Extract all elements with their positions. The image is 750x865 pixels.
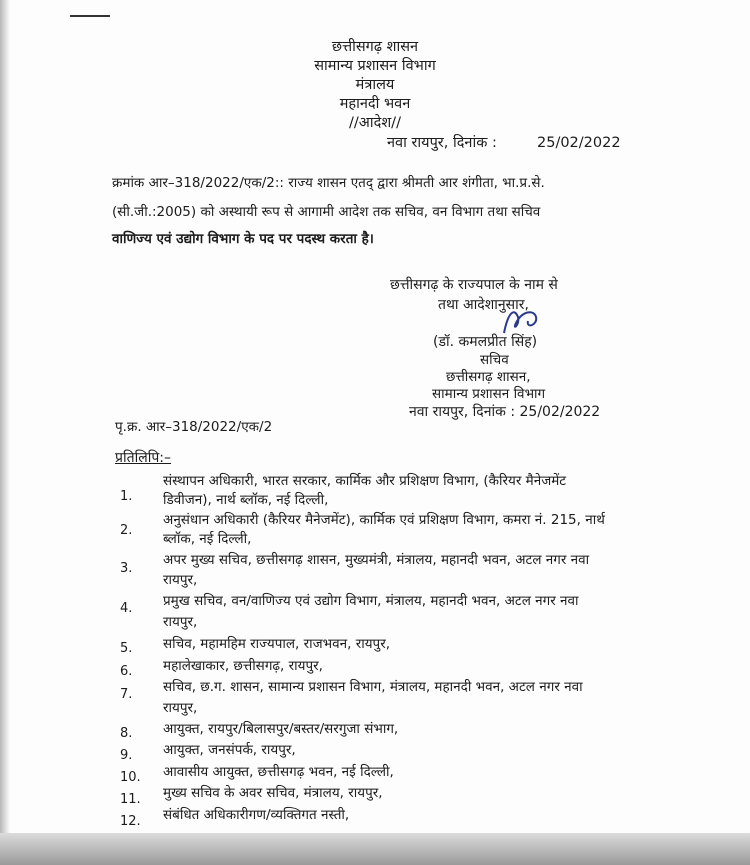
header-department: सामान्य प्रशासन विभाग (314, 58, 436, 74)
list-item-line: संबंधित अधिकारीगण/व्यक्तिगत नस्ती, (163, 807, 350, 823)
list-item-number: 8. (120, 726, 133, 741)
list-item-line: संस्थापन अधिकारी, भारत सरकार, कार्मिक और प्रशिक्षण विभाग, (कैरियर मैनेजमेंट (163, 473, 567, 489)
order-place: नवा रायपुर, दिनांक : (387, 135, 497, 151)
list-item-number: 10. (120, 770, 141, 785)
copy-heading: प्रतिलिपि:– (115, 450, 171, 466)
order-date: 25/02/2022 (537, 135, 621, 151)
header-ministry: मंत्रालय (355, 77, 395, 93)
list-item-number: 1. (120, 489, 133, 504)
signature-authority-line-2: तथा आदेशानुसार, (438, 297, 529, 313)
list-item-number: 5. (120, 641, 133, 656)
list-item-number: 11. (120, 792, 141, 807)
list-item-number: 6. (120, 664, 133, 679)
list-item-line: सचिव, महामहिम राज्यपाल, राजभवन, रायपुर, (163, 636, 391, 652)
order-text-line-2: (सी.जी.:2005) को अस्थायी रूप से आगामी आदेश तक सचिव, वन विभाग तथा सचिव (112, 204, 541, 220)
list-item-number: 4. (120, 601, 133, 616)
header-government: छत्तीसगढ़ शासन (331, 39, 419, 55)
list-item-line: अनुसंधान अधिकारी (कैरियर मैनेजमेंट), कार्मिक एवं प्रशिक्षण विभाग, कमरा नं. 215, नार्थ (163, 512, 605, 528)
scan-shadow-bottom (0, 833, 750, 865)
list-item-number: 3. (120, 561, 133, 576)
list-item-number: 2. (120, 523, 133, 538)
list-item-line: रायपुर, (163, 572, 198, 588)
list-item-line: प्रमुख सचिव, वन/वाणिज्य एवं उद्योग विभाग, मंत्रालय, महानदी भवन, अटल नगर नवा (163, 593, 579, 609)
order-text-line-1: क्रमांक आर–318/2022/एक/2:: राज्य शासन एतद् द्वारा श्रीमती आर शंगीता, भा.प्र.से. (112, 175, 545, 191)
list-item-line: रायपुर, (163, 700, 198, 716)
list-item-line: महालेखाकार, छत्तीसगढ़, रायपुर, (163, 658, 323, 674)
list-item-line: डिवीजन), नार्थ ब्लॉक, नई दिल्ली, (163, 492, 329, 508)
list-item-line: मुख्य सचिव के अवर सचिव, मंत्रालय, रायपुर, (163, 785, 383, 801)
copy-place-date: नवा रायपुर, दिनांक : 25/02/2022 (409, 404, 601, 420)
copy-reference-number: पृ.क्र. आर–318/2022/एक/2 (115, 419, 273, 435)
scan-mark (70, 15, 110, 17)
list-item-line: सचिव, छ.ग. शासन, सामान्य प्रशासन विभाग, मंत्रालय, महानदी भवन, अटल नगर नवा (163, 679, 583, 695)
list-item-line: ब्लॉक, नई दिल्ली, (163, 531, 252, 547)
signatory-government: छत्तीसगढ़ शासन, (446, 369, 531, 385)
signature-authority-line-1: छत्तीसगढ़ के राज्यपाल के नाम से (390, 277, 558, 293)
list-item-number: 7. (120, 687, 133, 702)
header-building: महानदी भवन (339, 96, 411, 112)
signatory-designation: सचिव (480, 352, 509, 368)
list-item-line: अपर मुख्य सचिव, छत्तीसगढ़ शासन, मुख्यमंत्री, मंत्रालय, महानदी भवन, अटल नगर नवा (163, 552, 590, 568)
list-item-line: आयुक्त, जनसंपर्क, रायपुर, (163, 742, 296, 758)
list-item-line: आयुक्त, रायपुर/बिलासपुर/बस्तर/सरगुजा संभाग, (163, 721, 399, 737)
header-order-title: //आदेश// (349, 115, 401, 131)
order-text-line-3: वाणिज्य एवं उद्योग विभाग के पद पर पदस्थ करता है। (112, 231, 374, 247)
list-item-line: आवासीय आयुक्त, छत्तीसगढ़ भवन, नई दिल्ली, (163, 764, 394, 780)
signatory-name: (डॉ. कमलप्रीत सिंह) (433, 334, 538, 350)
list-item-line: रायपुर, (163, 614, 198, 630)
list-item-number: 9. (120, 748, 133, 763)
list-item-number: 12. (120, 814, 141, 829)
signatory-department: सामान्य प्रशासन विभाग (432, 386, 546, 402)
